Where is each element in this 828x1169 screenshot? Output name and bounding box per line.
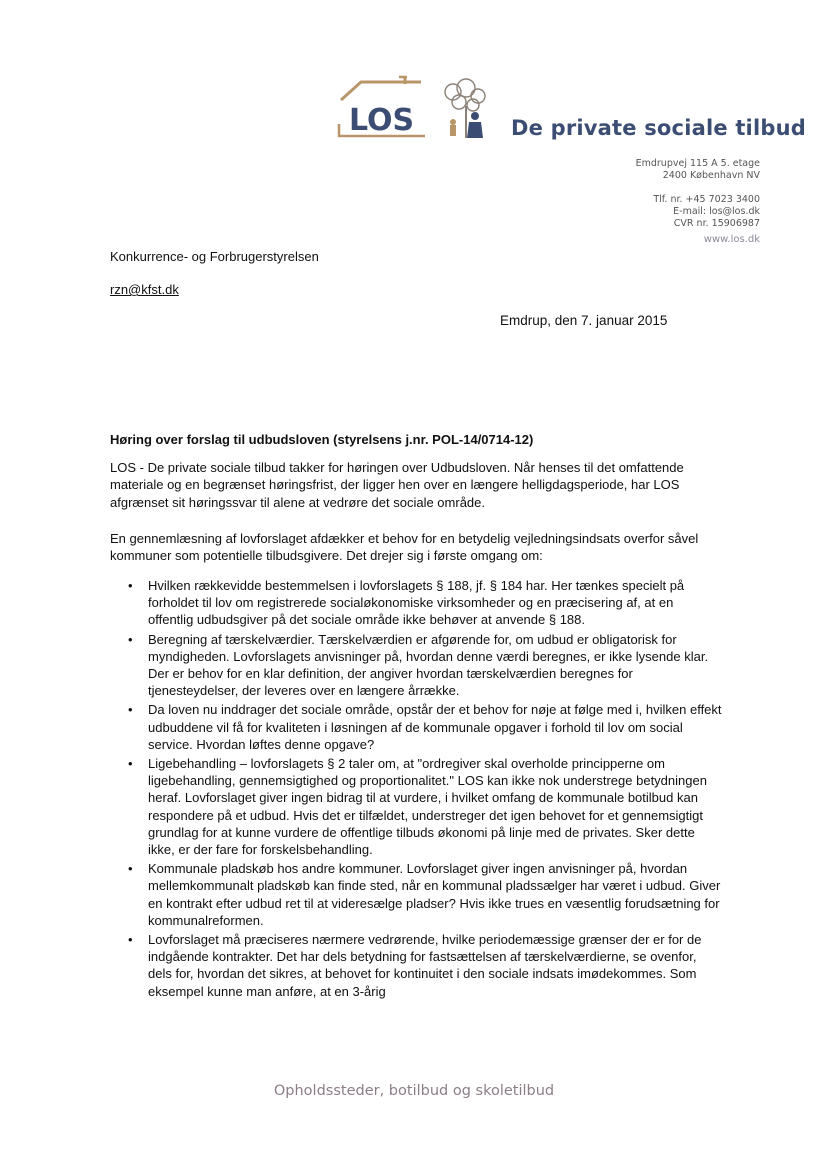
cvr-line: CVR nr. 15906987 bbox=[673, 218, 760, 229]
brand-name: De private sociale tilbud bbox=[511, 116, 806, 140]
bullet-icon: • bbox=[128, 578, 133, 593]
website-link[interactable]: www.los.dk bbox=[703, 234, 760, 245]
letter-date: Emdrup, den 7. januar 2015 bbox=[500, 313, 668, 328]
address-line: 2400 København NV bbox=[662, 170, 760, 181]
bullet-icon: • bbox=[128, 932, 133, 948]
logo-roof-icon bbox=[341, 82, 421, 100]
list-item: • Kommunale pladskøb hos andre kommuner. Lovforslaget giver ingen anvisninger på, hvordan mellemkommunalt pladskøb kan finde sted, når en kommunal pladssælger har været i udbud. Giver en kontrakt efter udbud ret til at videresælge pladser? Hvis ikke trues en væsentlig forudsætning for kommunalreformen. bbox=[128, 861, 721, 928]
logo-text: LOS bbox=[349, 103, 415, 138]
intro-paragraph: LOS - De private sociale tilbud takker for høringen over Udbudsloven. Når henses til det omfattende materiale og en begrænset høringsfrist, der ligger hen over en længere helligdagsperiode, har LOS afgrænset sit høringssvar til alene at vedrøre det sociale område. bbox=[110, 460, 684, 510]
address-line: Emdrupvej 115 A 5. etage bbox=[635, 158, 760, 169]
list-item: • Lovforslaget må præciseres nærmere vedrørende, hvilke periodemæssige grænser der er for de indgående kontrakter. Det har dels betydning for fastsættelsen af tærskelværdierne, se ovenfor, dels for, hvordan det sikres, at behovet for kontinuitet i den sociale indsats imødekommes. Som eksempel kunne man anføre, at en 3-årig bbox=[128, 932, 702, 999]
list-item: • Hvilken rækkevidde bestemmelsen i lovforslagets § 188, jf. § 184 har. Her tænkes specielt på forholdet til lov om registrerede socialøkonomiske virksomheder og en præcisering af, at en offentlig udbudsgiver på det sociale område ikke behøver at anvende § 188. bbox=[128, 578, 685, 628]
bullet-icon: • bbox=[128, 861, 133, 877]
list-item: • Beregning af tærskelværdier. Tærskelværdien er afgørende for, om udbud er obligatorisk for myndigheden. Lovforslagets anvisninger på, hvordan denne værdi beregnes, er ikke lysende klar. Der er behov for en klar definition, der angiver hvordan tærskelværdien beregnes for tjenesteydelser, der leveres over en længere årrække. bbox=[128, 631, 709, 699]
bullet-icon: • bbox=[128, 631, 133, 647]
phone-line: Tlf. nr. +45 7023 3400 bbox=[653, 194, 760, 205]
recipient-email-link[interactable]: rzn@kfst.dk bbox=[110, 282, 179, 297]
los-logo bbox=[335, 74, 495, 146]
issues-list bbox=[110, 577, 722, 1002]
footer-tagline: Opholdssteder, botilbud og skoletilbud bbox=[273, 1083, 555, 1099]
bullet-icon: • bbox=[128, 756, 133, 772]
recipient-name: Konkurrence- og Forbrugerstyrelsen bbox=[110, 249, 319, 264]
bullet-icon: • bbox=[128, 702, 133, 718]
list-item: • Da loven nu inddrager det sociale område, opstår der et behov for nøje at følge med i, hvilken effekt udbuddene vil få for kvaliteten i løsningen af de kommunale opgaver i forhold til lov om social service. Hvordan løftes denne opgave? bbox=[128, 702, 722, 752]
letter-subject: Høring over forslag til udbudsloven (styrelsens j.nr. POL-14/0714-12) bbox=[110, 432, 534, 447]
list-item: • Ligebehandling – lovforslagets § 2 taler om, at "ordregiver skal overholde principperne om ligebehandling, gennemsigtighed og proportionalitet." LOS kan ikke nok understrege betydningen heraf. Lovforslaget giver ingen bidrag til at vurdere, i hvilket omfang de kommunale botilbud kan respondere på et udbud. Hvis det er tilfældet, understreger det igen behovet for et gennemsigtigt grundlag for at kunne vurdere de offentlige tilbuds økonomi på linje med de privates. Sker dette ikke, er der fare for forskelsbehandling. bbox=[128, 756, 707, 858]
email-line: E-mail: los@los.dk bbox=[673, 206, 760, 217]
address-block bbox=[636, 158, 760, 230]
context-paragraph: En gennemlæsning af lovforslaget afdækker et behov for en betydelig vejledningsindsats overfor såvel kommuner som potentielle tilbudsgivere. Det drejer sig i første omgang om: bbox=[110, 531, 699, 564]
